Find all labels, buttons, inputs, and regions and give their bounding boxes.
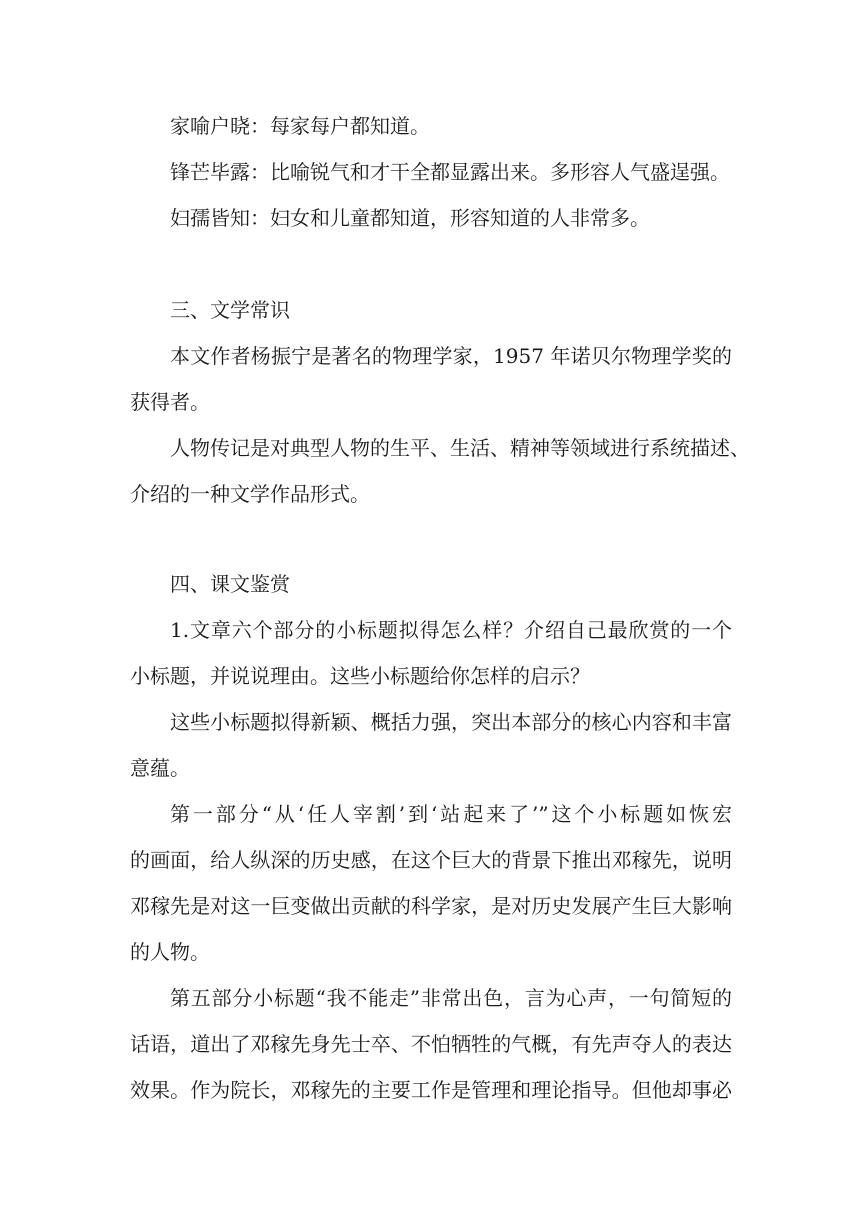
paragraph-line: 介绍的一种文学作品形式。 xyxy=(130,482,370,506)
paragraph-line: 本文作者杨振宁是著名的物理学家，1957 年诺贝尔物理学奖的 xyxy=(170,344,732,368)
section-heading: 四、课文鉴赏 xyxy=(170,572,290,596)
paragraph-line: 这些小标题拟得新颖、概括力强，突出本部分的核心内容和丰富 xyxy=(170,710,732,734)
paragraph-line: 第一部分“从‘任人宰割’到‘站起来了’”这个小标题如恢宏 xyxy=(170,802,732,826)
paragraph-line: 话语，道出了邓稼先身先士卒、不怕牺牲的气概，有先声夺人的表达 xyxy=(130,1032,732,1056)
paragraph-line: 的画面，给人纵深的历史感，在这个巨大的背景下推出邓稼先，说明 xyxy=(130,848,732,872)
paragraph-line: 邓稼先是对这一巨变做出贡献的科学家，是对历史发展产生巨大影响 xyxy=(130,894,732,918)
paragraph-line: 获得者。 xyxy=(130,390,210,414)
question-line: 小标题，并说说理由。这些小标题给你怎样的启示？ xyxy=(130,664,590,688)
paragraph-line: 第五部分小标题“我不能走”非常出色，言为心声，一句简短的 xyxy=(170,986,732,1010)
question-line: 1.文章六个部分的小标题拟得怎么样？介绍自己最欣赏的一个 xyxy=(170,618,732,642)
idiom-definition: 妇孺皆知：妇女和儿童都知道，形容知道的人非常多。 xyxy=(170,206,650,230)
section-heading: 三、文学常识 xyxy=(170,298,290,322)
paragraph-line: 人物传记是对典型人物的生平、生活、精神等领域进行系统描述、 xyxy=(170,436,750,460)
paragraph-line: 的人物。 xyxy=(130,940,210,964)
idiom-definition: 锋芒毕露：比喻锐气和才干全都显露出来。多形容人气盛逞强。 xyxy=(170,160,730,184)
idiom-definition: 家喻户晓：每家每户都知道。 xyxy=(170,114,430,138)
paragraph-line: 效果。作为院长，邓稼先的主要工作是管理和理论指导。但他却事必 xyxy=(130,1078,732,1102)
paragraph-line: 意蕴。 xyxy=(130,756,190,780)
